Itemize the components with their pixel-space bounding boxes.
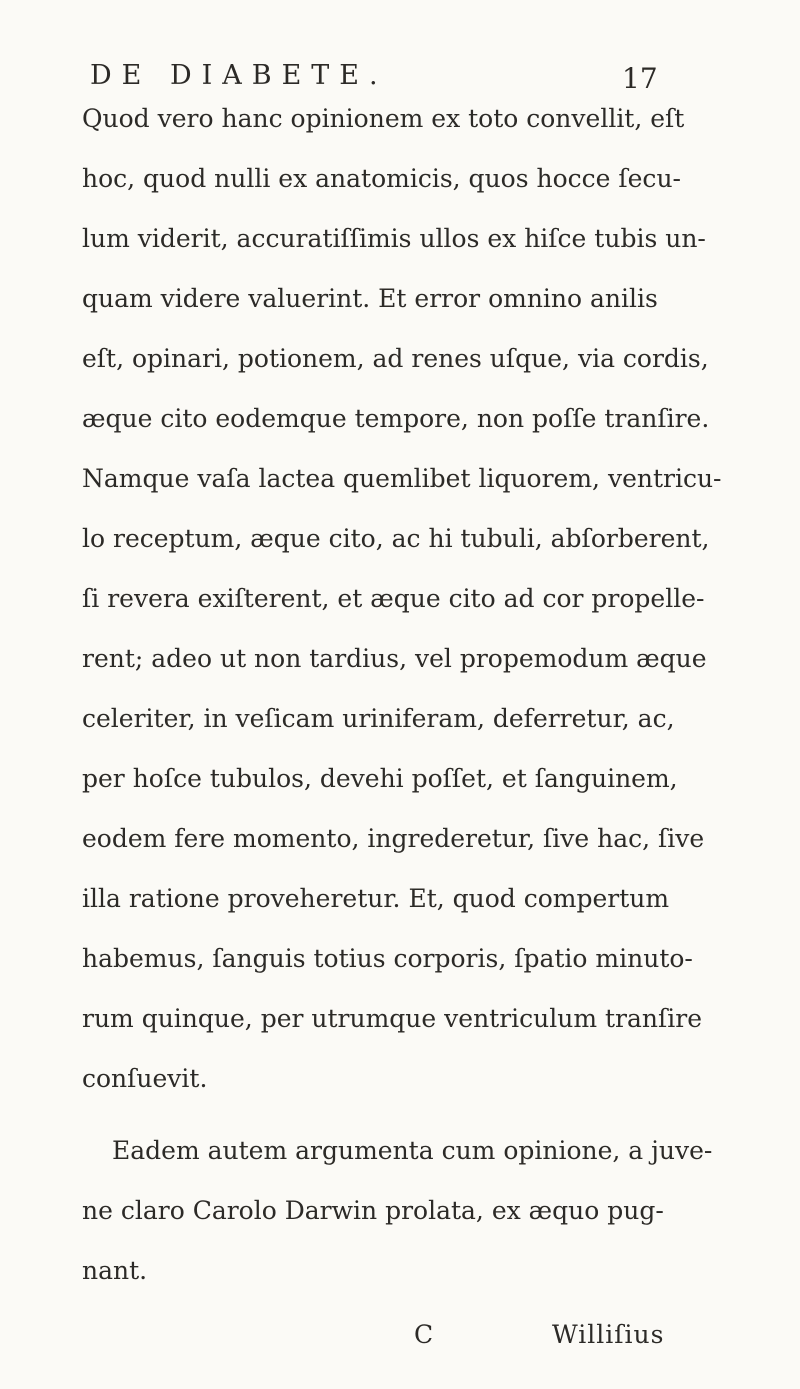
text-line: nant.	[82, 1256, 148, 1285]
text-line: conſuevit.	[82, 1064, 208, 1093]
text-line: Eadem autem argumenta cum opinione, a juve-	[112, 1136, 713, 1165]
running-title: DE DIABETE.	[90, 60, 388, 91]
text-line: ne claro Carolo Darwin prolata, ex æquo pug-	[82, 1196, 664, 1225]
signature-mark: C	[414, 1320, 434, 1349]
catchword: Williſius	[552, 1320, 665, 1349]
text-line: lo receptum, æque cito, ac hi tubuli, abſorberent,	[82, 524, 710, 553]
text-line: celeriter, in veſicam uriniferam, deferretur, ac,	[82, 704, 675, 733]
text-line: Namque vaſa lactea quemlibet liquorem, ventricu-	[82, 464, 722, 493]
text-line: hoc, quod nulli ex anatomicis, quos hocce ſecu-	[82, 164, 681, 193]
text-line: per hoſce tubulos, devehi poſſet, et ſanguinem,	[82, 764, 678, 793]
text-line: eſt, opinari, potionem, ad renes uſque, via cordis,	[82, 344, 709, 373]
text-line: illa ratione proveheretur. Et, quod compertum	[82, 884, 670, 913]
text-line: rum quinque, per utrumque ventriculum tranſire	[82, 1004, 703, 1033]
text-line: rent; adeo ut non tardius, vel propemodum æque	[82, 644, 707, 673]
page-number: 17	[622, 62, 658, 95]
text-line: ſi revera exiſterent, et æque cito ad cor propelle-	[82, 584, 705, 613]
text-line: eodem fere momento, ingrederetur, ſive hac, ſive	[82, 824, 705, 853]
text-line: lum viderit, accuratiſſimis ullos ex hiſce tubis un-	[82, 224, 706, 253]
text-line: habemus, ſanguis totius corporis, ſpatio minuto-	[82, 944, 693, 973]
text-line: Quod vero hanc opinionem ex toto convellit, eſt	[82, 104, 685, 133]
text-line: quam videre valuerint. Et error omnino anilis	[82, 284, 658, 313]
text-line: æque cito eodemque tempore, non poſſe tranſire.	[82, 404, 710, 433]
